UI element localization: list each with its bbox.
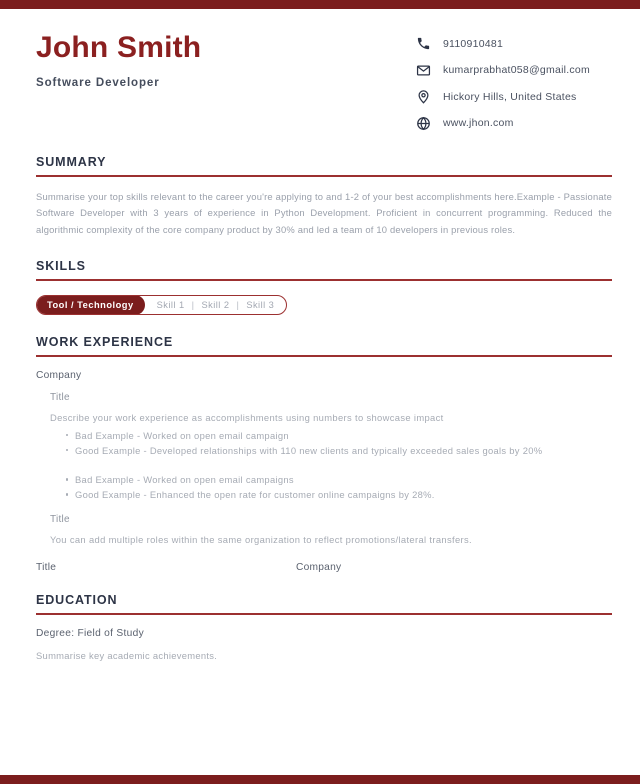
work-entry-two <box>36 562 612 573</box>
summary-body: Summarise your top skills relevant to the career you're applying to and 1-2 of your best accomplishments here.Example - Passionate Software Developer with 3 years of experience in Python Development. Proficient in concurrent programming. Reduced the algorithmic complexity of the core company product by 30% and led a team of 10 developers in previous roles. <box>36 190 612 235</box>
contact-email-value: kumarprabhat058@gmail.com <box>442 64 590 76</box>
work-experience-heading: WORK EXPERIENCE <box>36 334 174 349</box>
list-item: Good Example - Enhanced the open rate for customer online campaigns by 28%. <box>66 487 612 502</box>
work-role-one-description: Describe your work experience as accomplishments using numbers to showcase impact <box>50 411 444 423</box>
summary-heading: SUMMARY <box>36 154 107 169</box>
skill-item-3: Skill 3 <box>246 299 275 310</box>
skill-item-1: Skill 1 <box>156 299 185 310</box>
list-item: Good Example - Developed relationships with 110 new clients and typically exceeded sales goals by 20% <box>66 443 612 458</box>
work-experience-rule <box>36 355 612 357</box>
contact-list <box>415 29 612 132</box>
work-role-two-title: Title <box>50 513 70 525</box>
skill-items <box>144 296 287 314</box>
skill-category-label: Tool / Technology <box>36 295 145 315</box>
skill-separator-2: | <box>236 299 240 310</box>
top-accent-bar <box>0 0 640 9</box>
skills-heading: SKILLS <box>36 258 86 273</box>
section-work-experience <box>36 335 612 573</box>
resume-header <box>36 23 612 132</box>
summary-rule <box>36 175 612 177</box>
section-education <box>36 593 612 661</box>
education-description: Summarise key academic achievements. <box>36 649 218 661</box>
identity-block <box>36 29 201 89</box>
work-bullets-group-two <box>66 472 612 502</box>
section-summary <box>36 155 612 239</box>
candidate-name: John Smith <box>36 31 202 64</box>
skills-rule <box>36 279 612 281</box>
list-item: Bad Example - Worked on open email campaigns <box>66 472 612 487</box>
skill-item-2: Skill 2 <box>201 299 230 310</box>
contact-item-phone[interactable] <box>415 35 590 52</box>
work-entry-two-title: Title <box>36 561 57 573</box>
work-bullets-group-one <box>66 428 612 458</box>
work-company-name: Company <box>36 369 82 381</box>
location-pin-icon <box>415 88 432 105</box>
contact-location-value: Hickory Hills, United States <box>442 90 577 103</box>
education-heading: EDUCATION <box>36 592 118 607</box>
phone-icon <box>415 35 432 52</box>
contact-website-value: www.jhon.com <box>442 117 514 129</box>
candidate-role: Software Developer <box>36 77 160 89</box>
contact-item-email[interactable] <box>415 62 590 79</box>
bottom-accent-bar <box>0 775 640 784</box>
skills-body <box>36 295 612 315</box>
work-entry-two-company: Company <box>296 561 342 573</box>
email-icon <box>415 62 432 79</box>
work-role-two-description: You can add multiple roles within the same organization to reflect promotions/lateral transfers. <box>50 533 472 545</box>
education-rule <box>36 613 612 615</box>
skill-separator-1: | <box>191 299 195 310</box>
contact-phone-value: 9110910481 <box>442 37 504 50</box>
resume-content <box>0 9 640 772</box>
contact-item-location[interactable] <box>415 88 590 105</box>
work-role-one-title: Title <box>50 391 70 403</box>
education-degree: Degree: Field of Study <box>36 627 144 639</box>
globe-icon <box>415 115 432 132</box>
list-item: Bad Example - Worked on open email campaign <box>66 428 612 443</box>
section-skills <box>36 259 612 315</box>
contact-item-website[interactable] <box>415 115 590 132</box>
skill-pill[interactable] <box>36 295 287 315</box>
